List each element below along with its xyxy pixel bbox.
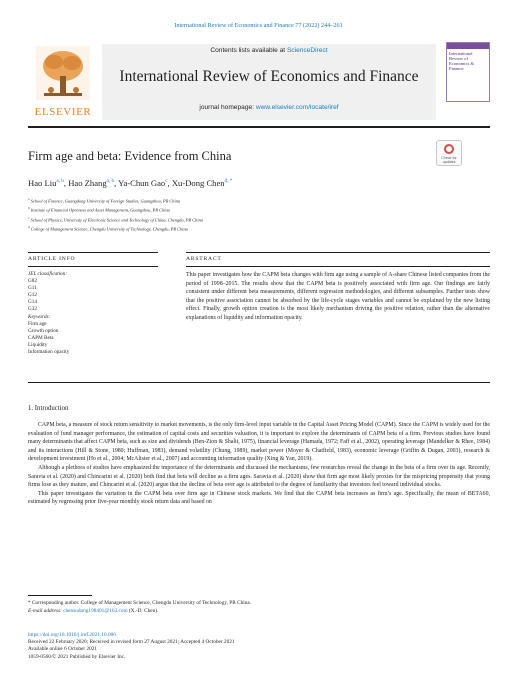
article-title: Firm age and beta: Evidence from China (28, 149, 232, 163)
affiliation-text: School of Physics, University of Electronic Science and Technology of China, Chengdu, PR China (30, 217, 203, 222)
affiliation-list (28, 196, 203, 233)
affiliation-item (28, 196, 203, 205)
affiliation-item (28, 205, 203, 214)
introduction-paragraph: Although a plethora of studies have emphasized the importance of the determinants and discussed the mechanisms, few researches reveal the change in the beta of a firm over its age. Recently, Saravia et al. (2020) and Chincarini et al. (2020) both find that beta will decline as a firm ages. Saravia et al. (2020) show that firm age most likely proxies for the mispricing propensity that young firms lose as they mature, and Chincarini et al. (2020) argue that the decline of beta over age is attributed to the degree of familiarity that investors feel toward individual stocks. (28, 464, 490, 489)
journal-header-band (102, 44, 436, 120)
author-list: Hao Liu$^{a, b}$, Hao Zhang$^{a, b}$, Ya-Chun Gao$^c$, Xu-Dong Chen$^{d, *}$ (28, 178, 233, 188)
available-online: Available online 6 October 2021 (28, 646, 98, 653)
author-name[interactable]: Hao Zhang (68, 178, 107, 188)
sciencedirect-link[interactable]: ScienceDirect (286, 47, 328, 54)
abstract-text: This paper investigates how the CAPM beta changes with firm age using a sample of A-share Chinese listed companies from the period of 1998–2015. The results show that the CAPM beta is positively associated with firm age. Our findings are fairly consistent under different beta measurements, different regression methodologies, and different subsamples. Further tests show that the positive association cannot be absorbed by the life-cycle stages variables and cannot be explained by the new listing effect. Finally, growth option creation is the most likely mechanism driving the positive relation, rather than the alternative explanations of liquidity and information opacity. (186, 272, 490, 321)
article-info-panel (28, 271, 158, 356)
elsevier-wordmark: ELSEVIER (34, 106, 92, 118)
affiliation-mark: d (28, 224, 30, 229)
contents-prefix: Contents lists available at (210, 47, 287, 54)
masthead-rule (28, 126, 490, 128)
jel-code: G12 (28, 292, 37, 299)
introduction-paragraph: CAPM beta, a measure of stock return sensitivity to market movements, is the only firm-level input variable in the Capital Asset Pricing Model (CAPM). Since the CAPM is widely used for the evaluation of fund manager performance, the estimation of capital costs and securities valuation, it is important to explore the determinants of CAPM beta of a firm. Previous studies have found many determinants that affect CAPM beta, such as size and dividends (Ben-Zion & Shalit, 1975), financial leverage (Hamada, 1972; Faff et al., 2002), operating leverage (Mandelker & Rhee, 1984) and its interactions (Hill & Stone, 1980; Huffman, 1983), demand volatility (Chung, 1989), market power (Moyer & Chatfield, 1983), economic leverage (Griffin & Dugan, 2003), research & development investment (Ho et al., 2004; McAlister et al., 2007) and accounting information quality (Xing & Yan, 2019). (28, 422, 490, 463)
keywords-heading: Keywords: (28, 313, 51, 320)
abstract-heading: ABSTRACT (186, 256, 222, 262)
affiliation-text: School of Finance, Guangdong University of Foreign Studies, Guangzhou, PR China (30, 198, 181, 204)
affiliation-text: College of Management Science, Chengdu University of Technology, Chengdu, PR China (30, 226, 188, 232)
corresponding-author: * Corresponding author. College of Management Science, Chengdu University of Technology, PR China. (28, 600, 252, 606)
article-info-top-rule (28, 252, 158, 253)
keyword: Information opacity (28, 349, 70, 356)
journal-cover-thumbnail[interactable] (446, 42, 490, 102)
email-link[interactable]: chensudong198401@163.com (63, 607, 128, 614)
footnote-rule (28, 595, 92, 596)
affiliation-item (28, 224, 203, 233)
affiliation-text: Institute of Financial Openness and Asset Management, Guangzhou, PR China (30, 207, 170, 213)
keyword: Growth option (28, 327, 59, 334)
article-info-heading: ARTICLE INFO (28, 256, 76, 262)
abstract-heading-rule (186, 266, 490, 267)
jel-heading: JEL classification: (28, 271, 67, 277)
crossmark-icon (444, 144, 454, 154)
publication-info (28, 632, 235, 661)
email-line (28, 608, 251, 616)
author-name[interactable]: Hao Liu (28, 178, 57, 188)
author-name[interactable]: Xu-Dong Chen (171, 178, 225, 188)
keyword: Firm age (28, 320, 47, 327)
homepage-prefix: journal homepage: (199, 104, 256, 111)
introduction-paragraph: This paper investigates the variation in the CAPM beta over firm age in Chinese stock markets. We find that the CAPM beta increases as firm’s age. Specifically, the mean of BETA60, estimated by regressing prior five-year monthly stock return data and based on (28, 490, 490, 506)
homepage-link[interactable]: www.elsevier.com/locate/iref (255, 104, 339, 111)
affiliation-mark: a (28, 197, 30, 201)
keyword: Liquidity (28, 341, 48, 348)
email-suffix: (X.-D. Chen). (127, 607, 159, 614)
elsevier-tree-icon (36, 46, 90, 100)
journal-masthead (28, 40, 490, 124)
corresponding-author-footnote (28, 600, 251, 615)
email-label: E-mail address: (28, 607, 64, 614)
jel-code: G11 (28, 285, 37, 292)
journal-homepage (102, 104, 436, 111)
abstract-bottom-rule (28, 382, 490, 383)
affiliation-mark: c (28, 215, 30, 220)
doi-link[interactable]: https://doi.org/10.1016/j.iref.2021.10.006 (28, 632, 116, 638)
keyword: CAPM Beta (28, 334, 54, 341)
crossmark-label: Check for updates (441, 156, 457, 164)
author-affil-mark[interactable]: a, b (106, 178, 115, 185)
journal-reference[interactable]: International Review of Economics and Finance 77 (2022) 244–261 (174, 22, 343, 29)
contents-availability (102, 47, 436, 54)
author-affil-mark[interactable]: c (165, 178, 168, 185)
elsevier-logo[interactable] (28, 44, 98, 122)
author-affil-mark[interactable]: a, b (56, 178, 64, 185)
jel-code: G14 (28, 299, 37, 306)
check-for-updates-button[interactable] (436, 140, 462, 166)
cover-title: International Review of Economics & Finance (449, 51, 475, 71)
jel-code: G32 (28, 306, 37, 313)
copyright: 1059-0560/© 2021 Published by Elsevier Inc. (28, 653, 126, 660)
introduction-body (28, 421, 490, 507)
journal-title: International Review of Economics and Finance (119, 68, 419, 85)
affiliation-item (28, 215, 203, 224)
author-affil-mark[interactable]: d, * (224, 178, 233, 185)
affiliation-mark: b (28, 206, 30, 211)
introduction-heading: 1. Introduction (28, 405, 69, 412)
article-info-heading-rule (28, 266, 158, 267)
cover-band (447, 43, 489, 49)
received-dates: Received 22 February 2020; Received in revised form 27 August 2021; Accepted 4 October 2021 (28, 639, 235, 646)
jel-code: G82 (28, 278, 37, 285)
author-name[interactable]: Ya-Chun Gao (118, 178, 166, 188)
abstract-top-rule (186, 252, 490, 253)
